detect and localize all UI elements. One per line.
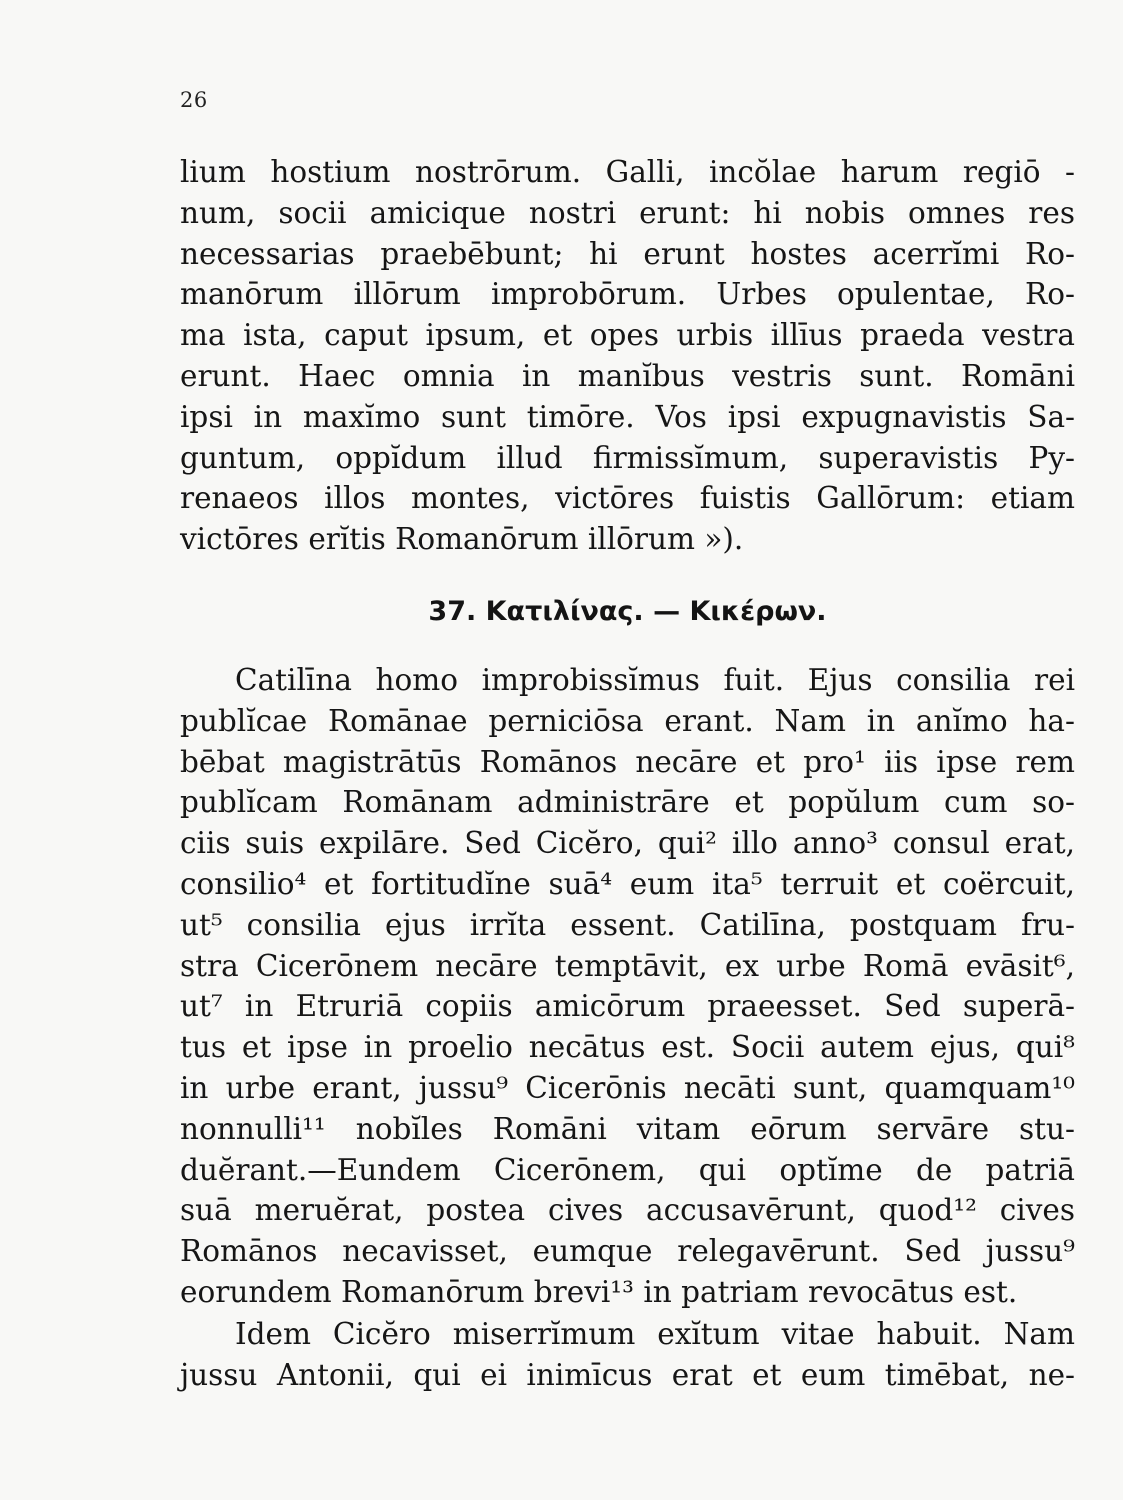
text-line: in urbe erant, jussu⁹ Cicerōnis necāti sunt, quamquam¹⁰ — [180, 1070, 1075, 1105]
text-line: ciis suis expilāre. Sed Cicĕro, qui² illo anno³ consul erat, — [180, 826, 1075, 861]
text-line: ipsi in maxĭmo sunt timōre. Vos ipsi expugnavistis Sa- — [180, 399, 1075, 434]
text-line: necessarias praebēbunt; hi erunt hostes acerrĭmi Ro- — [180, 236, 1075, 271]
text-line: victōres erĭtis Romanōrum illōrum »). — [180, 522, 744, 557]
text-line: duĕrant.—Eundem Cicerōnem, qui optĭme de patriā — [180, 1152, 1075, 1187]
text-line: Idem Cicĕro miserrĭmum exĭtum vitae habuit. Nam — [235, 1317, 1075, 1351]
text-line: ma ista, caput ipsum, et opes urbis illīus praeda vestra — [180, 318, 1075, 353]
text-line: consilio⁴ et fortitudĭne suā⁴ eum ita⁵ terruit et coërcuit, — [180, 866, 1075, 901]
text-line: guntum, oppĭdum illud firmissĭmum, superavistis Py- — [180, 440, 1075, 475]
text-line: ut⁷ in Etruriā copiis amicōrum praeesset. Sed superā- — [180, 989, 1075, 1024]
text-line: renaeos illos montes, victōres fuistis Gallōrum: etiam — [180, 481, 1075, 516]
text-line: ut⁵ consilia ejus irrĭta essent. Catilīna, postquam fru- — [180, 907, 1075, 942]
text-line: Romānos necavisset, eumque relegavērunt. Sed jussu⁹ — [180, 1234, 1075, 1269]
text-line: num, socii amicique nostri erunt: hi nobis omnes res — [180, 195, 1075, 230]
text-line: publĭcam Romānam administrāre et popŭlum cum so- — [180, 785, 1075, 820]
paragraph-continuation — [180, 152, 1075, 560]
text-line: lium hostium nostrōrum. Galli, incŏlae harum regiō - — [180, 155, 1075, 189]
paragraph-catilina — [180, 660, 1075, 1313]
text-line: jussu Antonii, qui ei inimīcus erat et eum timēbat, ne- — [180, 1357, 1075, 1392]
page-number: 26 — [180, 88, 208, 112]
text-line: bēbat magistrātūs Romānos necāre et pro¹ iis ipse rem — [180, 744, 1075, 779]
text-line: nonnulli¹¹ nobĭles Romāni vitam eōrum servāre stu- — [180, 1111, 1075, 1146]
text-line: Catilīna homo improbissĭmus fuit. Ejus consilia rei — [235, 663, 1075, 697]
text-line: manōrum illōrum improbōrum. Urbes opulentae, Ro- — [180, 277, 1075, 312]
text-line: tus et ipse in proelio necātus est. Socii autem ejus, qui⁸ — [180, 1030, 1075, 1065]
text-line: eorundem Romanōrum brevi¹³ in patriam revocātus est. — [180, 1274, 1018, 1309]
paragraph-cicero — [180, 1314, 1075, 1396]
text-line: stra Cicerōnem necāre temptāvit, ex urbe Romā evāsit⁶, — [180, 948, 1075, 983]
section-heading: 37. Κατιλίνας. — Κικέρων. — [428, 596, 827, 627]
text-line: erunt. Haec omnia in manĭbus vestris sunt. Romāni — [180, 358, 1075, 393]
text-line: publĭcae Romānae perniciōsa erant. Nam in anĭmo ha- — [180, 703, 1075, 738]
text-line: suā meruĕrat, postea cives accusavērunt, quod¹² cives — [180, 1193, 1075, 1228]
